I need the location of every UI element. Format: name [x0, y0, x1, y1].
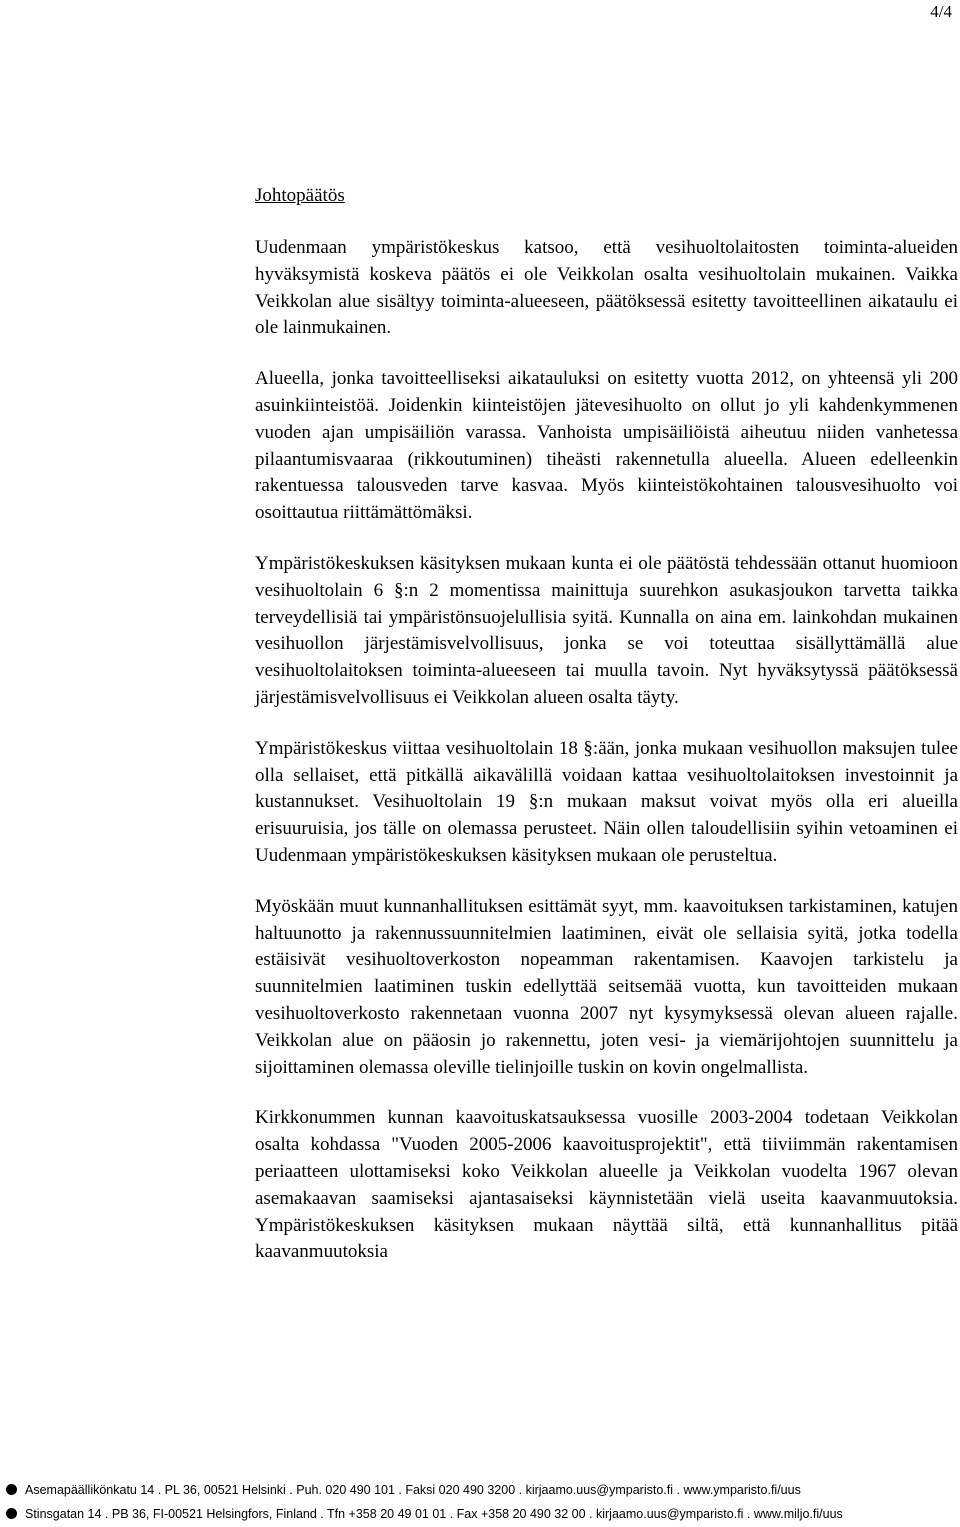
bullet-dot-icon	[6, 1508, 17, 1519]
document-body	[255, 183, 958, 1290]
section-heading: Johtopäätös	[255, 185, 345, 206]
footer-swedish	[0, 1506, 960, 1522]
footer-finnish	[0, 1482, 960, 1498]
footer-address-fi: Asemapäällikönkatu 14 . PL 36, 00521 Helsinki . Puh. 020 490 101 . Faksi 020 490 3200 . kirjaamo.uus@ymparisto.fi . www.ymparisto.fi/uus	[25, 1483, 801, 1497]
paragraph-4: Ympäristökeskus viittaa vesihuoltolain 18 §:ään, jonka mukaan vesihuollon maksujen tulee olla sellaiset, että pitkällä aikavälillä voidaan kattaa vesihuoltolaitoksen investoinnit ja kustannukset. Vesihuoltolain 19 §:n mukaan maksut voivat myös olla eri alueilla erisuuruisia, jos tälle on olemassa perusteet. Näin ollen taloudellisiin syihin vetoaminen ei Uudenmaan ympäristökeskuksen käsityksen mukaan ole perusteltua.	[255, 737, 958, 866]
paragraph-5: Myöskään muut kunnanhallituksen esittämät syyt, mm. kaavoituksen tarkistaminen, katujen haltuunotto ja rakennussuunnitelmien laatiminen, eivät ole sellaisia syitä, jotka todella estäisivät vesihuoltoverkoston nopeamman rakentamisen. Kaavojen tarkistelu ja suunnitelmien laatiminen tuskin edellyttää seitsemää vuotta, kun tavoitteiden mukaan vesihuoltoverkosto rakennetaan vuonna 2007 nyt kysymyksessä olevan alueen rajalle. Veikkolan alue on pääosin jo rakennettu, joten vesi- ja viemärijohtojen suunnittelu ja sijoittaminen olemassa oleville tielinjoille tuskin on kovin ongelmallista.	[255, 895, 958, 1078]
paragraph-1: Uudenmaan ympäristökeskus katsoo, että vesihuoltolaitosten toiminta-alueiden hyväksymistä koskeva päätös ei ole Veikkolan osalta vesihuoltolain mukainen. Vaikka Veikkolan alue sisältyy toiminta-alueeseen, päätöksessä esitetty tavoitteellinen aikataulu ei ole lainmukainen.	[255, 237, 958, 339]
bullet-dot-icon	[6, 1484, 17, 1495]
page-number: 4/4	[930, 2, 952, 21]
footer-address-sv: Stinsgatan 14 . PB 36, FI-00521 Helsingfors, Finland . Tfn +358 20 49 01 01 . Fax +358 20 490 32 00 . kirjaamo.uus@ymparisto.fi . www.miljo.fi/uus	[25, 1507, 843, 1521]
paragraph-6: Kirkkonummen kunnan kaavoituskatsauksessa vuosille 2003-2004 todetaan Veikkolan osalta kohdassa "Vuoden 2005-2006 kaavoitusprojektit", että tiiviimmän rakentamisen periaatteen ulottamiseksi koko Veikkolan alueelle ja Veikkolan vuodelta 1967 olevan asemakaavan saamiseksi ajantasaiseksi käynnistetään vielä useita kaavanmuutoksia. Ympäristökeskuksen käsityksen mukaan näyttää siltä, että kunnanhallitus pitää kaavanmuutoksia	[255, 1107, 958, 1263]
paragraph-2: Alueella, jonka tavoitteelliseksi aikatauluksi on esitetty vuotta 2012, on yhteensä yli 200 asuinkiinteistöä. Joidenkin kiinteistöjen jätevesihuolto on ollut jo yli kahdenkymmenen vuoden ajan umpisäiliön varassa. Vanhoista umpisäiliöistä aiheutuu niiden vanhetessa pilaantumisvaaraa (rikkoutuminen) tiheästi rakennetulla alueella. Alueen edelleenkin rakentuessa talousveden tarve kasvaa. Myös kiinteistökohtainen talousvesihuolto voi osoittautua riittämättömäksi.	[255, 368, 958, 524]
paragraph-3: Ympäristökeskuksen käsityksen mukaan kunta ei ole päätöstä tehdessään ottanut huomioon vesihuoltolain 6 §:n 2 momentissa mainittuja suurehkon asukasjoukon tarvetta taikka terveydellisiä tai ympäristönsuojelullisia syitä. Kunnalla on aina em. lainkohdan mukainen vesihuollon järjestämisvelvollisuus, jonka se voi toteuttaa sisällyttämällä alue vesihuoltolaitoksen toiminta-alueeseen tai muulla tavoin. Nyt hyväksytyssä päätöksessä järjestämisvelvollisuus ei Veikkolan alueen osalta täyty.	[255, 552, 958, 708]
